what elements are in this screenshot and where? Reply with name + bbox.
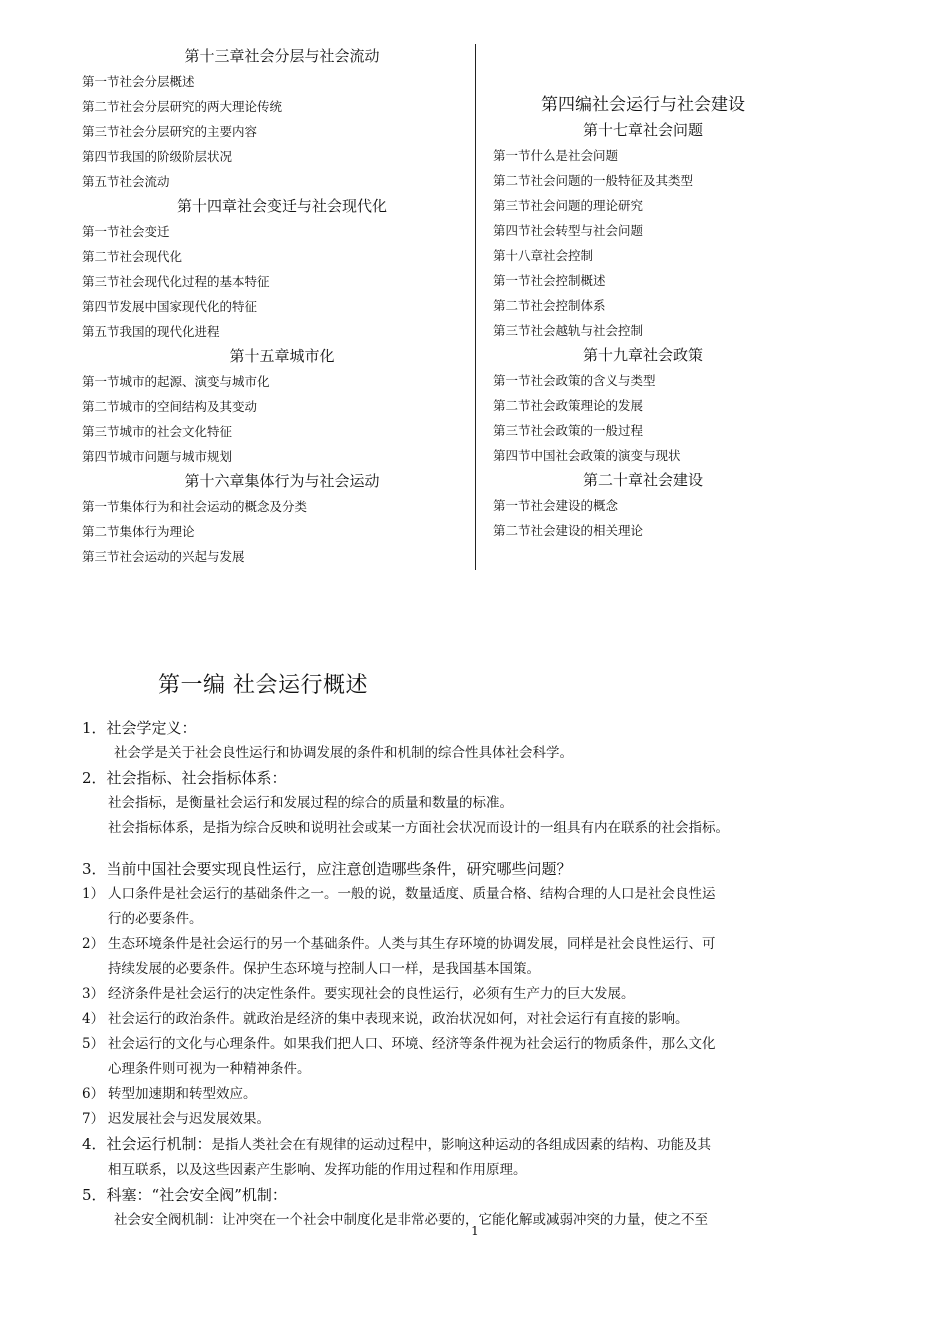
chapter-title: 第十四章社会变迁与社会现代化	[176, 197, 387, 215]
part-one-heading: 第一编 社会运行概述	[158, 673, 368, 698]
list-item	[82, 932, 872, 957]
section-item: 第三节社会越轨与社会控制	[493, 323, 644, 338]
question-4	[82, 1132, 872, 1158]
section-item: 第三节社会问题的理论研究	[493, 198, 644, 213]
list-item-number: 4）	[82, 1011, 105, 1027]
list-item	[82, 982, 872, 1007]
list-item-number: 1）	[82, 886, 105, 902]
question-4-text-1: 是指人类社会在有规律的运动过程中，影响这种运动的各组成因素的结构、功能及其	[211, 1137, 712, 1153]
section-item: 第五节我国的现代化进程	[82, 324, 220, 339]
section-item: 第二节社会控制体系	[493, 298, 606, 313]
body-text	[82, 716, 872, 1233]
chapter-title: 第十九章社会政策	[582, 346, 703, 364]
section-item: 第三节社会分层研究的主要内容	[82, 124, 258, 139]
question-3-list	[82, 882, 872, 1132]
section-item: 第一节什么是社会问题	[493, 148, 619, 163]
list-item	[82, 1032, 872, 1057]
question-2-answer-1: 社会指标，是衡量社会运行和发展过程的综合的质量和数量的标准。	[108, 795, 513, 811]
list-item-text: 人口条件是社会运行的基础条件之一。一般的说，数量适度、质量合格、结构合理的人口是社会良性运	[108, 886, 716, 902]
list-item	[82, 1082, 872, 1107]
section-item: 第二节社会分层研究的两大理论传统	[82, 99, 283, 114]
list-item-text: 迟发展社会与迟发展效果。	[108, 1111, 270, 1127]
section-item: 第一节社会建设的概念	[493, 498, 619, 513]
toc-right-column	[493, 44, 793, 543]
section-item: 第二节城市的空间结构及其变动	[82, 399, 258, 414]
list-item-text: 生态环境条件是社会运行的另一个基础条件。人类与其生存环境的协调发展，同样是社会良性运行、可	[108, 936, 716, 952]
section-item: 第一节城市的起源、演变与城市化	[82, 374, 270, 389]
list-item-continuation: 行的必要条件。	[108, 911, 203, 927]
chapter-title: 第十六章集体行为与社会运动	[184, 472, 380, 490]
section-item: 第二节社会建设的相关理论	[493, 523, 644, 538]
chapter-title: 第十五章城市化	[229, 347, 335, 365]
list-item-text: 经济条件是社会运行的决定性条件。要实现社会的良性运行，必须有生产力的巨大发展。	[108, 986, 635, 1002]
list-item-number: 2）	[82, 936, 105, 952]
list-item-number: 6）	[82, 1086, 105, 1102]
section-item: 第二节社会现代化	[82, 249, 183, 264]
column-divider	[475, 44, 476, 570]
list-item-number: 7）	[82, 1111, 105, 1127]
question-5-answer: 社会安全阀机制：让冲突在一个社会中制度化是非常必要的，它能化解或减弱冲突的力量，使之不至	[114, 1212, 708, 1228]
list-item-continuation: 心理条件则可视为一种精神条件。	[108, 1061, 311, 1077]
section-item: 第一节社会变迁	[82, 224, 170, 239]
list-item-text: 转型加速期和转型效应。	[108, 1086, 257, 1102]
question-1: 1．社会学定义：	[82, 719, 197, 737]
question-4-label: 4．社会运行机制：	[82, 1135, 212, 1153]
question-1-answer: 社会学是关于社会良性运行和协调发展的条件和机制的综合性具体社会科学。	[114, 745, 573, 761]
list-item-continuation: 持续发展的必要条件。保护生态环境与控制人口一样，是我国基本国策。	[108, 961, 540, 977]
section-item: 第三节社会现代化过程的基本特征	[82, 274, 270, 289]
chapter-title: 第十三章社会分层与社会流动	[184, 47, 380, 65]
list-item-number: 5）	[82, 1036, 105, 1052]
list-item	[82, 1107, 872, 1132]
section-item: 第四节发展中国家现代化的特征	[82, 299, 258, 314]
section-item: 第一节社会政策的含义与类型	[493, 373, 656, 388]
page-number: 1	[471, 1224, 479, 1238]
list-item-number: 3）	[82, 986, 105, 1002]
list-item	[82, 882, 872, 907]
section-item: 第一节集体行为和社会运动的概念及分类	[82, 499, 308, 514]
section-item: 第三节社会政策的一般过程	[493, 423, 644, 438]
section-item: 第二节社会问题的一般特征及其类型	[493, 173, 694, 188]
section-item: 第一节社会分层概述	[82, 74, 195, 89]
toc-left-column	[82, 44, 462, 569]
chapter-title: 第十七章社会问题	[582, 121, 703, 139]
section-item: 第五节社会流动	[82, 174, 170, 189]
section-item: 第一节社会控制概述	[493, 273, 606, 288]
list-item	[82, 1007, 872, 1032]
section-item: 第二节集体行为理论	[82, 524, 195, 539]
section-item: 第三节社会运动的兴起与发展	[82, 549, 245, 564]
section-item: 第四节社会转型与社会问题	[493, 223, 644, 238]
question-5: 5．科塞：“社会安全阀”机制：	[82, 1186, 287, 1204]
question-2: 2．社会指标、社会指标体系：	[82, 769, 287, 787]
chapter-title: 第十八章社会控制	[493, 248, 594, 263]
section-item: 第四节我国的阶级阶层状况	[82, 149, 233, 164]
list-item-text: 社会运行的文化与心理条件。如果我们把人口、环境、经济等条件视为社会运行的物质条件，那么文化	[108, 1036, 716, 1052]
section-item: 第三节城市的社会文化特征	[82, 424, 233, 439]
question-3: 3．当前中国社会要实现良性运行，应注意创造哪些条件，研究哪些问题？	[82, 860, 572, 878]
chapter-title: 第二十章社会建设	[582, 471, 703, 489]
part-four-title: 第四编社会运行与社会建设	[541, 95, 745, 115]
question-2-answer-2: 社会指标体系，是指为综合反映和说明社会或某一方面社会状况而设计的一组具有内在联系的社会指标。	[108, 820, 729, 836]
section-item: 第四节城市问题与城市规划	[82, 449, 233, 464]
section-item: 第四节中国社会政策的演变与现状	[493, 448, 681, 463]
question-4-text-2: 相互联系，以及这些因素产生影响、发挥功能的作用过程和作用原理。	[108, 1162, 527, 1178]
section-item: 第二节社会政策理论的发展	[493, 398, 644, 413]
list-item-text: 社会运行的政治条件。就政治是经济的集中表现来说，政治状况如何，对社会运行有直接的影响。	[108, 1011, 689, 1027]
